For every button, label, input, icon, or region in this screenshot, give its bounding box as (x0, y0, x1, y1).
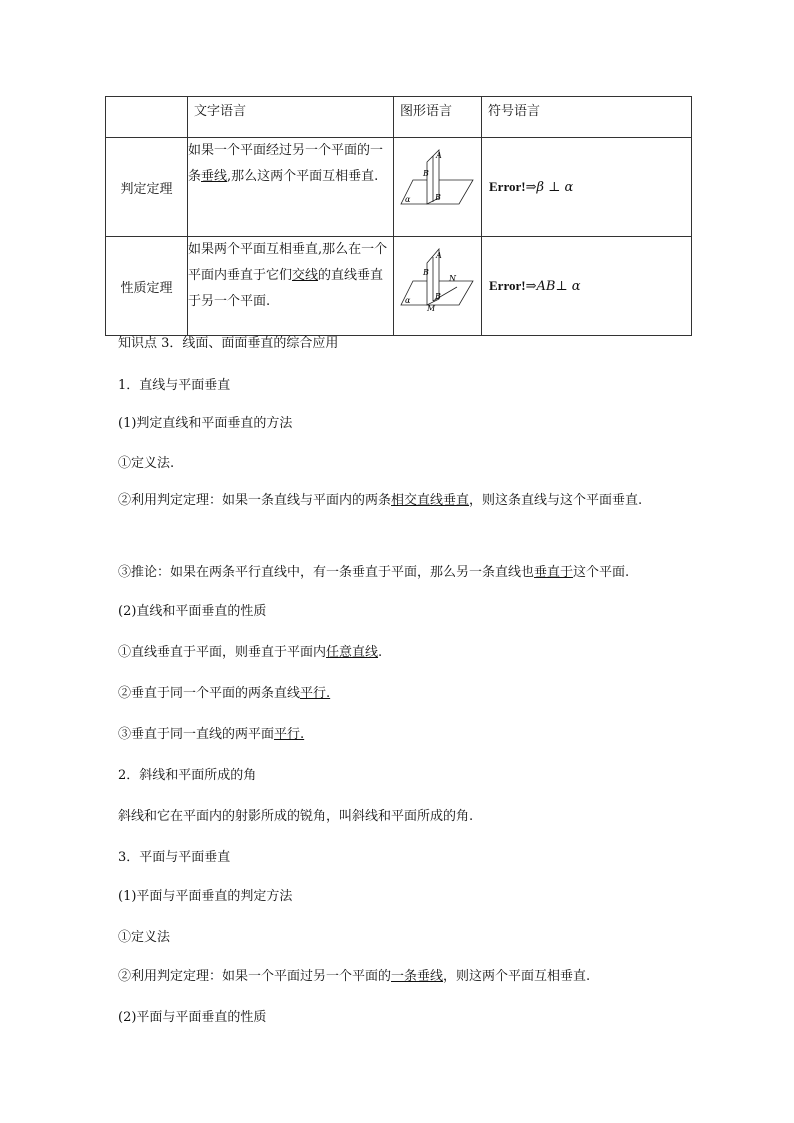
section-3a-heading: (1)平面与平面垂直的判定方法 (118, 889, 293, 904)
section-1-heading: 1．直线与平面垂直 (118, 378, 231, 393)
row-text-property: 如果两个平面互相垂直,那么在一个平面内垂直于它们交线的直线垂直于另一个平面. (188, 237, 394, 336)
svg-text:B: B (423, 169, 429, 178)
svg-text:M: M (427, 304, 436, 311)
section-1a-heading: (1)判定直线和平面垂直的方法 (118, 416, 293, 431)
row-text-criterion: 如果一个平面经过另一个平面的一条垂线,那么这两个平面互相垂直. (188, 138, 394, 237)
svg-text:A: A (436, 251, 442, 260)
svg-text:B: B (435, 193, 441, 202)
section-2-heading: 2．斜线和平面所成的角 (118, 768, 257, 783)
header-figure-language: 图形语言 (394, 97, 482, 138)
theorem-table (105, 96, 692, 336)
row-name-property: 性质定理 (106, 237, 188, 336)
section-3b-heading: (2)平面与平面垂直的性质 (118, 1010, 267, 1025)
svg-text:α: α (405, 195, 411, 204)
svg-text:B: B (435, 292, 441, 301)
table-header-row (106, 97, 692, 138)
s1b-item-3: ③垂直于同一直线的两平面平行. (118, 727, 305, 742)
section-2-text: 斜线和它在平面内的射影所成的锐角，叫斜线和平面所成的角. (118, 809, 474, 824)
s3a-item-2: ②利用判定定理：如果一个平面过另一个平面的一条垂线，则这两个平面互相垂直. (118, 969, 591, 984)
symbol-property: Error!⇒AB⊥ α (482, 237, 692, 336)
svg-text:N: N (449, 274, 456, 283)
row-name-criterion: 判定定理 (106, 138, 188, 237)
figure-property (394, 237, 482, 336)
section-1b-heading: (2)直线和平面垂直的性质 (118, 604, 267, 619)
table-row (106, 138, 692, 237)
s1b-item-1: ①直线垂直于平面，则垂直于平面内任意直线. (118, 645, 383, 660)
header-empty (106, 97, 188, 138)
symbol-criterion: Error!⇒β ⊥ α (482, 138, 692, 237)
header-text-language: 文字语言 (188, 97, 394, 138)
header-symbol-language: 符号语言 (482, 97, 692, 138)
perpendicular-planes-property-figure (399, 241, 475, 311)
s1a-item-3: ③推论：如果在两条平行直线中，有一条垂直于平面，那么另一条直线也垂直于这个平面. (118, 565, 630, 580)
section-3-heading: 3．平面与平面垂直 (118, 850, 231, 865)
knowledge-point-3-title: 知识点 3．线面、面面垂直的综合应用 (118, 336, 339, 351)
s1a-item-1: ①定义法. (118, 456, 175, 471)
s3a-item-1: ①定义法 (118, 930, 171, 945)
s1b-item-2: ②垂直于同一个平面的两条直线平行. (118, 686, 331, 701)
svg-text:α: α (405, 296, 411, 305)
svg-text:B: B (423, 268, 429, 277)
s1a-item-2: ②利用判定定理：如果一条直线与平面内的两条相交直线垂直，则这条直线与这个平面垂直. (118, 493, 643, 508)
perpendicular-planes-figure (399, 142, 475, 208)
svg-text:A: A (436, 151, 442, 160)
table-row (106, 237, 692, 336)
figure-criterion (394, 138, 482, 237)
